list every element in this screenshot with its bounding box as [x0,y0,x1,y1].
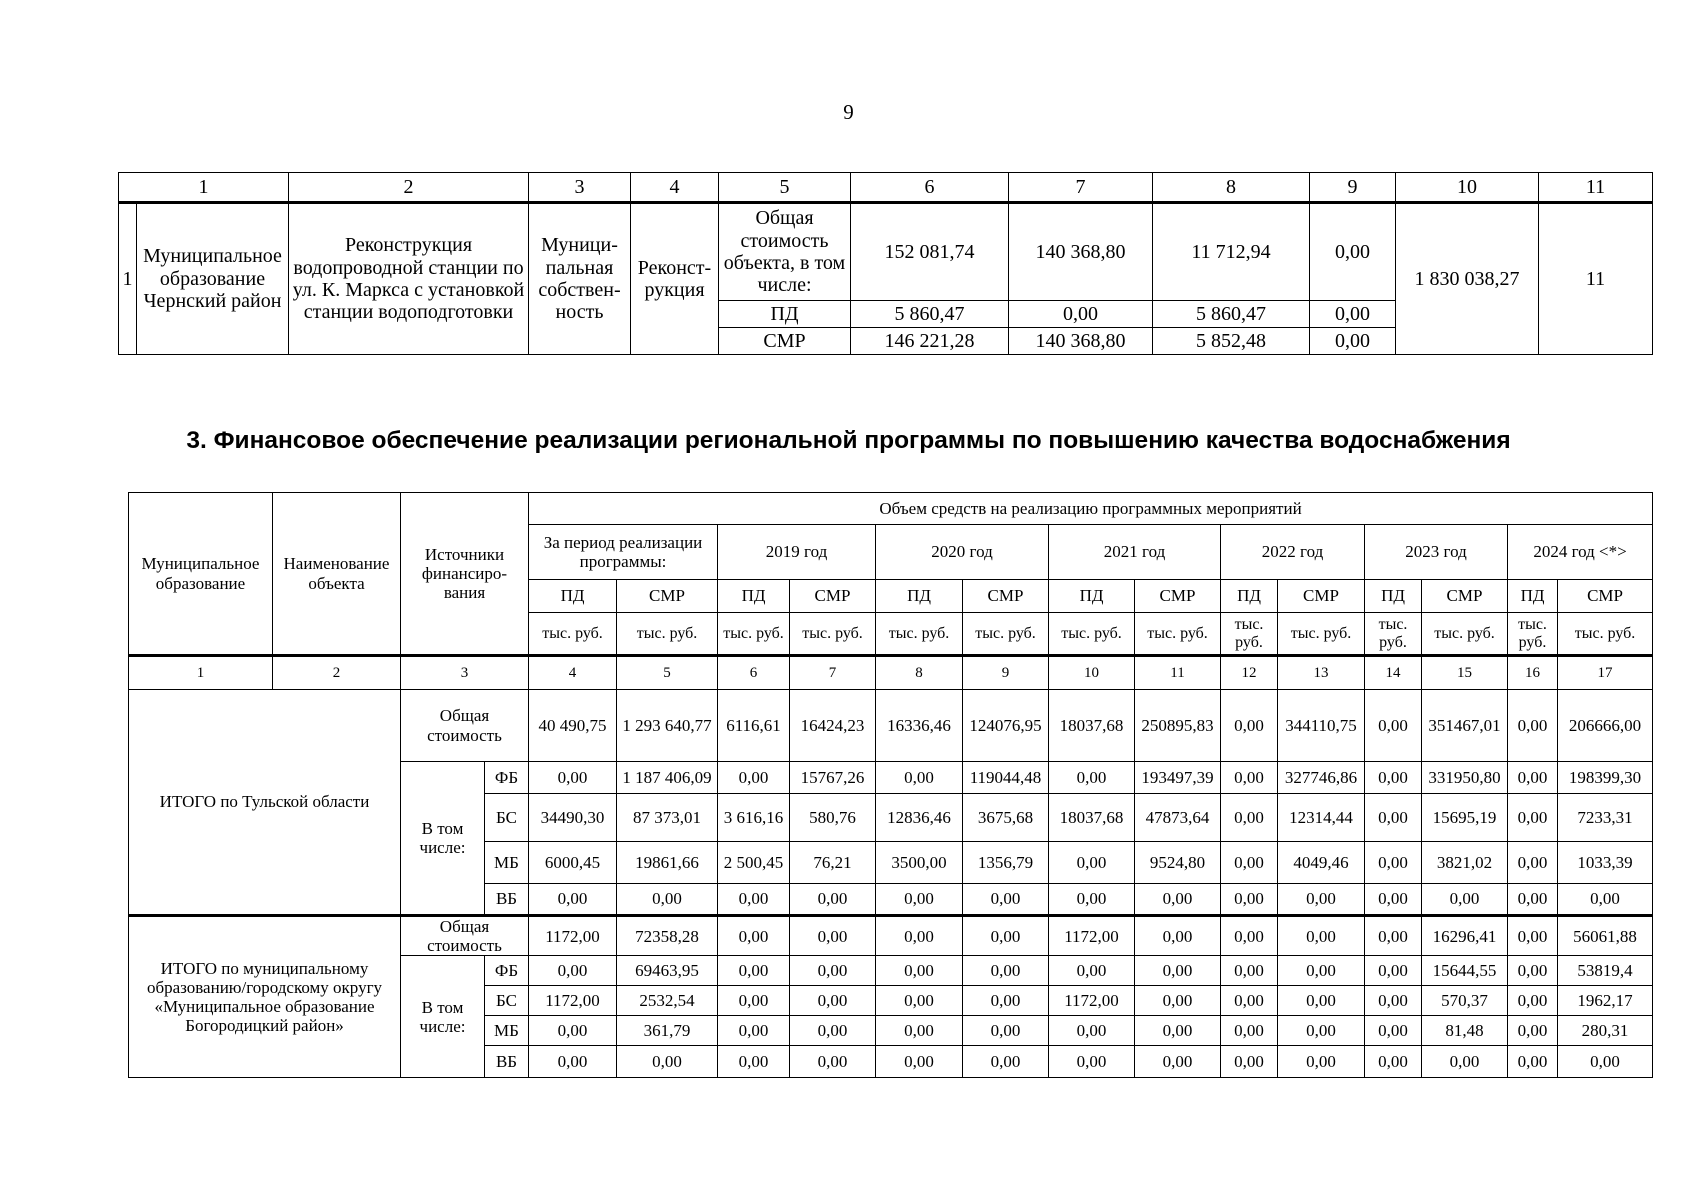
table1-header-cell: 2 [289,173,529,203]
value-cell: 87 373,01 [617,794,718,842]
value-cell: 0,00 [790,916,876,956]
value-cell: 0,00 [1278,956,1365,986]
value-cell: 0,00 [1135,986,1221,1016]
period-header: 2024 год <*> [1508,525,1653,580]
value-cell: 0,00 [718,1016,790,1046]
value-cell: 0,00 [718,956,790,986]
value-cell: 0,00 [1009,301,1153,328]
header-municipality: Муниципальное образование [129,493,273,656]
table1-header-cell: 4 [631,173,719,203]
value-cell: 0,00 [1049,884,1135,916]
value-cell: 327746,86 [1278,762,1365,794]
value-cell: 0,00 [1049,762,1135,794]
value-cell: 0,00 [1135,956,1221,986]
value-cell: 11 712,94 [1153,203,1310,301]
period-header: За период реализации программы: [529,525,718,580]
value-cell: 0,00 [1278,986,1365,1016]
value-cell: 2 500,45 [718,842,790,884]
value-cell: 193497,39 [1135,762,1221,794]
value-cell: 0,00 [963,986,1049,1016]
page-number: 9 [843,100,854,124]
value-cell: 0,00 [1135,884,1221,916]
col-number: 7 [790,656,876,690]
value-cell: 280,31 [1558,1016,1653,1046]
value-cell: 0,00 [1365,1016,1422,1046]
period-header: 2021 год [1049,525,1221,580]
source-code: ФБ [485,956,529,986]
value-cell: 0,00 [1278,1046,1365,1078]
table1-header-cell: 9 [1310,173,1396,203]
value-cell: 5 860,47 [851,301,1009,328]
value-cell: 351467,01 [1422,690,1508,762]
value-cell: 18037,68 [1049,794,1135,842]
row-number: 1 [119,203,137,355]
value-cell: 0,00 [1365,794,1422,842]
value-cell: 16296,41 [1422,916,1508,956]
value-cell: 0,00 [876,1016,963,1046]
smr-header: СМР [617,580,718,613]
source-code: БС [485,794,529,842]
value-cell: 0,00 [1221,762,1278,794]
value-cell: 3500,00 [876,842,963,884]
value-cell: 146 221,28 [851,328,1009,355]
value-cell: 7233,31 [1558,794,1653,842]
value-cell: 0,00 [1508,916,1558,956]
value-cell: 0,00 [1221,956,1278,986]
table1-header-cell: 6 [851,173,1009,203]
value-cell: 15767,26 [790,762,876,794]
value-cell: 6000,45 [529,842,617,884]
col-number: 12 [1221,656,1278,690]
value-cell: 0,00 [718,762,790,794]
unit-cell: тыс. руб. [718,613,790,656]
value-cell: 0,00 [1365,762,1422,794]
value-cell: 152 081,74 [851,203,1009,301]
value-cell: 0,00 [790,956,876,986]
value-cell: 0,00 [1508,884,1558,916]
value-cell: 69463,95 [617,956,718,986]
value-cell: 56061,88 [1558,916,1653,956]
col-number: 10 [1049,656,1135,690]
objects-table [118,172,1653,355]
value-cell: 0,00 [1558,1046,1653,1078]
value-cell: 3821,02 [1422,842,1508,884]
total-label: Общая стоимость [401,690,529,762]
value-cell: 0,00 [1135,1046,1221,1078]
value-cell: 9524,80 [1135,842,1221,884]
table1-header-cell: 10 [1396,173,1539,203]
value-cell: 0,00 [876,916,963,956]
value-cell: 0,00 [876,956,963,986]
value-cell: 40 490,75 [529,690,617,762]
source-code: МБ [485,842,529,884]
value-cell: 0,00 [1135,916,1221,956]
value-cell: 0,00 [1135,1016,1221,1046]
value-cell: 0,00 [1221,690,1278,762]
source-code: БС [485,986,529,1016]
ownership-cell: Муници-пальная собствен-ность [529,203,631,355]
value-cell: 0,00 [1508,1016,1558,1046]
value-cell: 15695,19 [1422,794,1508,842]
value-cell: 140 368,80 [1009,328,1153,355]
value-cell: 3675,68 [963,794,1049,842]
col-number: 1 [129,656,273,690]
value-cell: 0,00 [1221,842,1278,884]
group-name: ИТОГО по муниципальному образованию/городскому округу «Муниципальное образование Богородицкий район» [129,916,401,1078]
value-cell: 1356,79 [963,842,1049,884]
sub-label-cell: Общая стоимость объекта, в том числе: [719,203,851,301]
value-cell: 0,00 [963,1016,1049,1046]
value-cell: 47873,64 [1135,794,1221,842]
value-cell: 0,00 [1508,842,1558,884]
value-cell: 0,00 [790,1046,876,1078]
value-cell: 0,00 [1278,1016,1365,1046]
value-cell: 1033,39 [1558,842,1653,884]
smr-header: СМР [790,580,876,613]
sub-label-cell: ПД [719,301,851,328]
value-cell: 4049,46 [1278,842,1365,884]
value-cell: 0,00 [718,916,790,956]
value-cell: 0,00 [1221,1046,1278,1078]
value-cell: 0,00 [718,986,790,1016]
value-cell: 0,00 [963,916,1049,956]
unit-cell: тыс. руб. [963,613,1049,656]
value-cell: 580,76 [790,794,876,842]
value-cell: 331950,80 [1422,762,1508,794]
pd-header: ПД [718,580,790,613]
table2-colnum-row [129,656,1653,690]
smr-header: СМР [1558,580,1653,613]
pd-header: ПД [1049,580,1135,613]
col-number: 15 [1422,656,1508,690]
value-cell: 0,00 [1422,1046,1508,1078]
value-cell: 0,00 [876,762,963,794]
col-number: 13 [1278,656,1365,690]
value-cell: 0,00 [1049,842,1135,884]
value-cell: 0,00 [790,884,876,916]
group-name: ИТОГО по Тульской области [129,690,401,916]
value-cell: 1172,00 [1049,916,1135,956]
value-cell: 0,00 [1508,690,1558,762]
value-cell: 0,00 [1221,1016,1278,1046]
value-cell: 12836,46 [876,794,963,842]
value-cell: 0,00 [1508,986,1558,1016]
col-number: 17 [1558,656,1653,690]
period-header: 2022 год [1221,525,1365,580]
value-cell: 15644,55 [1422,956,1508,986]
period-header: 2019 год [718,525,876,580]
table1-row [119,203,1653,301]
col-number: 16 [1508,656,1558,690]
value-cell: 0,00 [1221,884,1278,916]
value-cell: 570,37 [1422,986,1508,1016]
financing-table [128,492,1653,1078]
value-cell: 0,00 [1049,1046,1135,1078]
value-cell: 0,00 [1365,690,1422,762]
value-cell: 1172,00 [529,916,617,956]
value-cell: 0,00 [529,762,617,794]
value-cell: 1 293 640,77 [617,690,718,762]
value-cell: 76,21 [790,842,876,884]
unit-cell: тыс. руб. [1365,613,1422,656]
value-cell: 34490,30 [529,794,617,842]
value-cell: 0,00 [1508,1046,1558,1078]
value-cell: 16424,23 [790,690,876,762]
value-cell: 0,00 [1365,842,1422,884]
value-cell: 198399,30 [1558,762,1653,794]
table1-header-cell: 7 [1009,173,1153,203]
smr-header: СМР [1135,580,1221,613]
municipality-cell: Муниципальное образование Чернский район [137,203,289,355]
value-cell: 119044,48 [963,762,1049,794]
value-cell: 140 368,80 [1009,203,1153,301]
pd-header: ПД [1508,580,1558,613]
col-number: 3 [401,656,529,690]
col-number: 4 [529,656,617,690]
header-object: Наименование объекта [273,493,401,656]
value-cell: 0,00 [1508,956,1558,986]
value-cell: 0,00 [1310,203,1396,301]
value-cell: 0,00 [790,986,876,1016]
pd-header: ПД [876,580,963,613]
value-cell: 0,00 [1365,1046,1422,1078]
value-cell: 0,00 [1365,956,1422,986]
unit-cell: тыс. руб. [1558,613,1653,656]
object-cell: Реконструкция водопроводной станции по ул. К. Маркса с установкой станции водоподготовки [289,203,529,355]
table1-header-row [119,173,1653,203]
value-cell: 0,00 [617,1046,718,1078]
value-cell: 344110,75 [1278,690,1365,762]
value-cell: 5 860,47 [1153,301,1310,328]
sub-label-cell: СМР [719,328,851,355]
value-cell: 0,00 [1310,301,1396,328]
value-cell: 12314,44 [1278,794,1365,842]
incl-label: В том числе: [401,956,485,1078]
unit-cell: тыс. руб. [1135,613,1221,656]
value-cell: 0,00 [790,1016,876,1046]
value-cell: 53819,4 [1558,956,1653,986]
unit-cell: тыс. руб. [790,613,876,656]
table2-header-row [129,493,1653,525]
value-cell: 0,00 [1310,328,1396,355]
unit-cell: тыс. руб. [1422,613,1508,656]
smr-header: СМР [1278,580,1365,613]
value-cell: 5 852,48 [1153,328,1310,355]
period-header: 2023 год [1365,525,1508,580]
col-number: 6 [718,656,790,690]
unit-cell: тыс. руб. [1278,613,1365,656]
value-cell: 1172,00 [1049,986,1135,1016]
section-title: 3. Финансовое обеспечение реализации региональной программы по повышению качества водоснабжения [186,427,1511,454]
unit-cell: тыс. руб. [617,613,718,656]
value-cell: 16336,46 [876,690,963,762]
value-cell: 0,00 [1049,1016,1135,1046]
value-cell: 0,00 [876,1046,963,1078]
value-cell: 0,00 [1558,884,1653,916]
value-cell: 0,00 [1278,916,1365,956]
incl-label: В том числе: [401,762,485,916]
value-cell: 3 616,16 [718,794,790,842]
col-number: 14 [1365,656,1422,690]
col-number: 5 [617,656,718,690]
value-cell: 1 187 406,09 [617,762,718,794]
source-code: ВБ [485,1046,529,1078]
unit-cell: тыс. руб. [1221,613,1278,656]
value-cell: 0,00 [1221,986,1278,1016]
value-cell: 0,00 [1365,884,1422,916]
value-cell: 0,00 [1365,916,1422,956]
value-cell: 1 830 038,27 [1396,203,1539,355]
value-cell: 1962,17 [1558,986,1653,1016]
pd-header: ПД [529,580,617,613]
value-cell: 0,00 [1221,916,1278,956]
source-code: ВБ [485,884,529,916]
value-cell: 0,00 [963,884,1049,916]
table1-header-cell: 1 [119,173,289,203]
value-cell: 0,00 [529,1016,617,1046]
table1-header-cell: 11 [1539,173,1653,203]
value-cell: 19861,66 [617,842,718,884]
value-cell: 81,48 [1422,1016,1508,1046]
value-cell: 2532,54 [617,986,718,1016]
value-cell: 0,00 [1508,794,1558,842]
col-number: 8 [876,656,963,690]
value-cell: 0,00 [1278,884,1365,916]
header-sources: Источники финансиро-вания [401,493,529,656]
value-cell: 6116,61 [718,690,790,762]
header-volume: Объем средств на реализацию программных мероприятий [529,493,1653,525]
smr-header: СМР [1422,580,1508,613]
pd-header: ПД [1221,580,1278,613]
table1-header-cell: 5 [719,173,851,203]
value-cell: 0,00 [1221,794,1278,842]
col-number: 11 [1135,656,1221,690]
value-cell: 0,00 [617,884,718,916]
value-cell: 0,00 [876,884,963,916]
unit-cell: тыс. руб. [1508,613,1558,656]
pd-header: ПД [1365,580,1422,613]
value-cell: 1172,00 [529,986,617,1016]
source-code: МБ [485,1016,529,1046]
group-total-row [129,690,1653,762]
col-number: 9 [963,656,1049,690]
value-cell: 0,00 [1422,884,1508,916]
value-cell: 0,00 [529,884,617,916]
value-cell: 0,00 [718,884,790,916]
value-cell: 11 [1539,203,1653,355]
value-cell: 361,79 [617,1016,718,1046]
col-number: 2 [273,656,401,690]
value-cell: 0,00 [529,1046,617,1078]
group-total-row [129,916,1653,956]
period-header: 2020 год [876,525,1049,580]
smr-header: СМР [963,580,1049,613]
value-cell: 0,00 [1365,986,1422,1016]
value-cell: 18037,68 [1049,690,1135,762]
value-cell: 0,00 [718,1046,790,1078]
value-cell: 0,00 [1508,762,1558,794]
unit-cell: тыс. руб. [876,613,963,656]
work-type-cell: Реконст-рукция [631,203,719,355]
value-cell: 0,00 [529,956,617,986]
value-cell: 72358,28 [617,916,718,956]
value-cell: 0,00 [963,956,1049,986]
table1-header-cell: 8 [1153,173,1310,203]
value-cell: 124076,95 [963,690,1049,762]
value-cell: 0,00 [1049,956,1135,986]
table1-header-cell: 3 [529,173,631,203]
unit-cell: тыс. руб. [529,613,617,656]
value-cell: 0,00 [963,1046,1049,1078]
unit-cell: тыс. руб. [1049,613,1135,656]
value-cell: 206666,00 [1558,690,1653,762]
total-label: Общая стоимость [401,916,529,956]
value-cell: 250895,83 [1135,690,1221,762]
source-code: ФБ [485,762,529,794]
value-cell: 0,00 [876,986,963,1016]
